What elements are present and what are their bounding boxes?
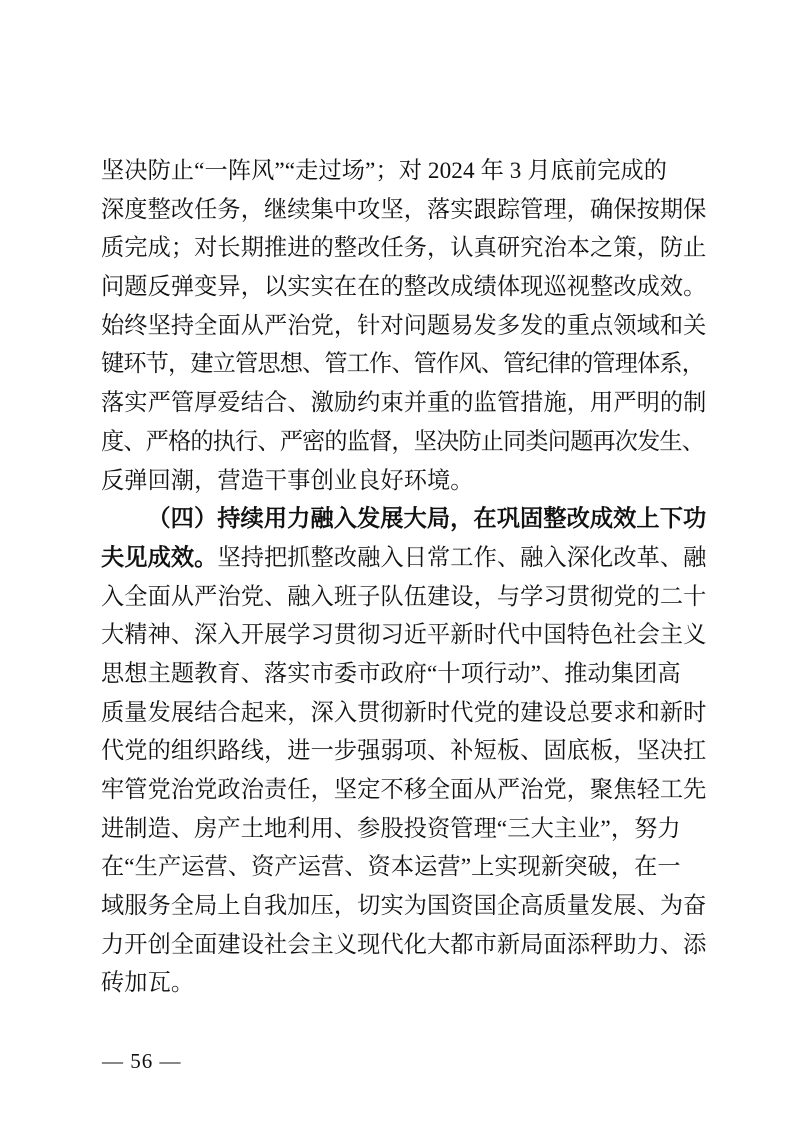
- body-text-segment: 度、严格的执行、严密的监督，坚决防止同类问题再次发生、: [101, 428, 705, 455]
- text-line: [101, 539, 707, 578]
- body-text-segment: 域服务全局上自我加压，切实为国资国企高质量发展、为奋: [101, 893, 707, 920]
- text-line: [101, 229, 707, 268]
- body-text-segment: 在“生产运营、资产运营、资本运营”上实现新突破，在一: [101, 854, 681, 881]
- body-text-segment: 坚持把抓整改融入日常工作、融入深化改革、融: [217, 544, 707, 571]
- document-body-text: [101, 152, 707, 1003]
- body-text-segment: 落实严管厚爱结合、激励约束并重的监管措施，用严明的制: [101, 390, 707, 417]
- text-line: [101, 152, 707, 191]
- text-line: [101, 462, 707, 501]
- body-text-segment: 始终坚持全面从严治党，针对问题易发多发的重点领域和关: [101, 312, 707, 339]
- heading-text-segment: （四）持续用力融入发展大局，在巩固整改成效上下功: [147, 506, 707, 533]
- body-text-segment: 思想主题教育、落实市委市政府“十项行动”、推动集团高: [101, 660, 681, 687]
- body-text-segment: 牢管党治党政治责任，坚定不移全面从严治党，聚焦轻工先: [101, 777, 707, 803]
- text-line: [101, 384, 707, 423]
- text-line: [101, 578, 707, 617]
- text-line: [101, 191, 707, 230]
- text-line: [101, 810, 707, 849]
- page-number: — 56 —: [102, 1049, 182, 1073]
- text-line: [101, 655, 707, 694]
- text-line: [101, 345, 707, 384]
- body-text-segment: 键环节，建立管思想、管工作、管作风、管纪律的管理体系，: [101, 351, 705, 378]
- text-line: [101, 964, 707, 1003]
- text-line: [101, 500, 707, 539]
- text-line: [101, 616, 707, 655]
- body-text-segment: 入全面从严治党、融入班子队伍建设，与学习贯彻党的二十: [101, 583, 707, 610]
- body-text-segment: 质完成；对长期推进的整改任务，认真研究治本之策，防止: [101, 235, 707, 262]
- body-text-segment: 大精神、深入开展学习贯彻习近平新时代中国特色社会主义: [101, 622, 707, 649]
- body-text-segment: 质量发展结合起来，深入贯彻新时代党的建设总要求和新时: [101, 699, 707, 726]
- text-line: [101, 732, 707, 771]
- body-text-segment: 深度整改任务，继续集中攻坚，落实跟踪管理，确保按期保: [101, 196, 707, 223]
- text-line: [101, 771, 707, 810]
- body-text-segment: 进制造、房产土地利用、参股投资管理“三大主业”，努力: [101, 815, 681, 842]
- body-text-segment: 力开创全面建设社会主义现代化大都市新局面添秤助力、添: [101, 931, 707, 958]
- text-line: [101, 694, 707, 733]
- text-line: [101, 423, 707, 462]
- text-line: [101, 887, 707, 926]
- body-text-segment: 问题反弹变异，以实实在在的整改成绩体现巡视整改成效。: [101, 274, 707, 301]
- text-line: [101, 268, 707, 307]
- body-text-segment: 砖加瓦。: [101, 970, 195, 997]
- text-line: [101, 926, 707, 965]
- heading-text-segment: 夫见成效。: [101, 544, 218, 571]
- body-text-segment: 代党的组织路线，进一步强弱项、补短板、固底板，坚决扛: [101, 738, 707, 765]
- body-text-segment: 反弹回潮，营造干事创业良好环境。: [101, 467, 474, 494]
- body-text-segment: 坚决防止“一阵风”“走过场”；对 2024 年 3 月底前完成的: [101, 158, 668, 184]
- text-line: [101, 848, 707, 887]
- text-line: [101, 307, 707, 346]
